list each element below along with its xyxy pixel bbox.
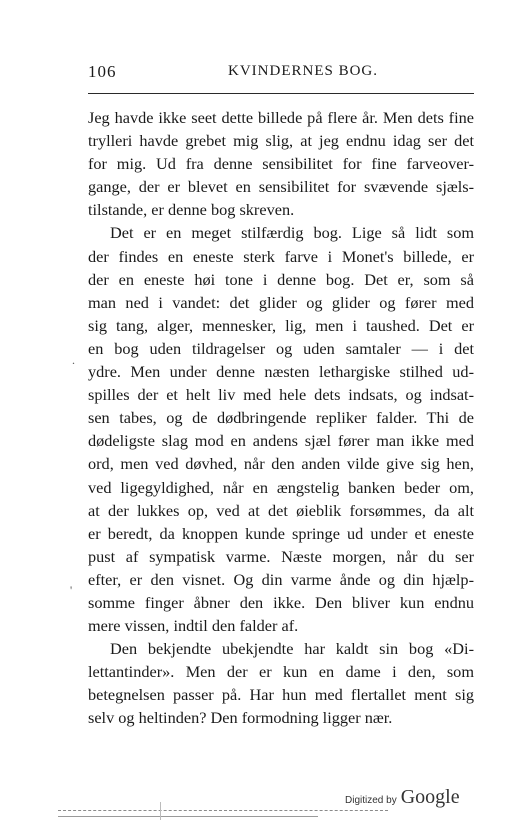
text-line: gange, der er blevet en sensibilitet for svævende sjæls-: [88, 177, 474, 197]
text-line: der findes en eneste sterk farve i Monet's billede, er: [88, 246, 474, 266]
text-line: at der lukkes op, ved at det øieblik forsømmes, da alt: [88, 500, 474, 520]
text-line: ord, men ved døvhed, når den anden vilde give sig hen,: [88, 454, 474, 474]
scan-artifact-line: [58, 816, 318, 817]
scan-artifact-line: [58, 810, 388, 811]
text-line: er beredt, da knoppen kunde springe ud under et eneste: [88, 523, 474, 543]
text-line: en bog uden tildragelser og uden samtaler — i det: [88, 338, 474, 358]
text-line: efter, er den visnet. Og din varme ånde og din hjælp-: [88, 569, 474, 589]
text-line: sig tang, alger, mennesker, lig, men i taushed. Det er: [88, 315, 474, 335]
text-line: man ned i vandet: det glider og glider og fører med: [88, 292, 474, 312]
text-line: Jeg havde ikke seet dette billede på flere år. Men dets fine: [88, 108, 474, 127]
text-line: pust af sympatisk varme. Næste morgen, når du ser: [88, 546, 474, 566]
text-line: mere vissen, indtil den falder af.: [88, 616, 299, 636]
body-text: [88, 106, 474, 730]
header-rule: [88, 93, 474, 94]
page-header: [88, 62, 474, 86]
margin-mark: .: [72, 353, 75, 367]
text-line: dødeligste slag mod en andens sjæl fører man ikke med: [88, 431, 474, 451]
text-line: betegnelsen passer på. Har hun med flertallet ment sig: [88, 685, 474, 705]
running-title: KVINDERNES BOG.: [228, 63, 378, 79]
text-line: Det er en meget stilfærdig bog. Lige så lidt som: [110, 223, 474, 243]
text-line: somme finger åbner den ikke. Den bliver kun endnu: [88, 592, 474, 612]
text-line: der en eneste høi tone i denne bog. Det er, som så: [88, 269, 474, 289]
text-line: tilstande, er denne bog skreven.: [88, 200, 295, 220]
text-line: spilles der et helt liv med hele dets indsats, og indsat-: [88, 385, 474, 405]
text-line: for mig. Ud fra denne sensibilitet for fine farveover-: [88, 154, 474, 174]
text-line: Den bekjendte ubekjendte har kaldt sin bog «Di-: [110, 639, 474, 659]
text-line: lettantinder». Men der er kun en dame i den, som: [88, 662, 474, 682]
text-line: ved ligegyldighed, når en ængstelig banken beder om,: [88, 477, 474, 497]
digitized-by-google-watermark: [345, 786, 460, 809]
text-line: ydre. Men under denne næsten lethargiske stilhed ud-: [88, 362, 474, 382]
page-number: 106: [88, 62, 117, 81]
digitized-by-label: Digitized by: [345, 795, 397, 806]
text-line: trylleri havde grebet mig slig, at jeg endnu idag ser det: [88, 131, 474, 151]
scan-artifact-line: [160, 802, 161, 820]
text-line: sen tabes, og de dødbringende repliker falder. Thi de: [88, 408, 474, 428]
google-logo: Google: [400, 786, 460, 808]
margin-mark: ': [70, 583, 73, 597]
text-line: selv og heltinden? Den formodning ligger nær.: [88, 708, 393, 728]
